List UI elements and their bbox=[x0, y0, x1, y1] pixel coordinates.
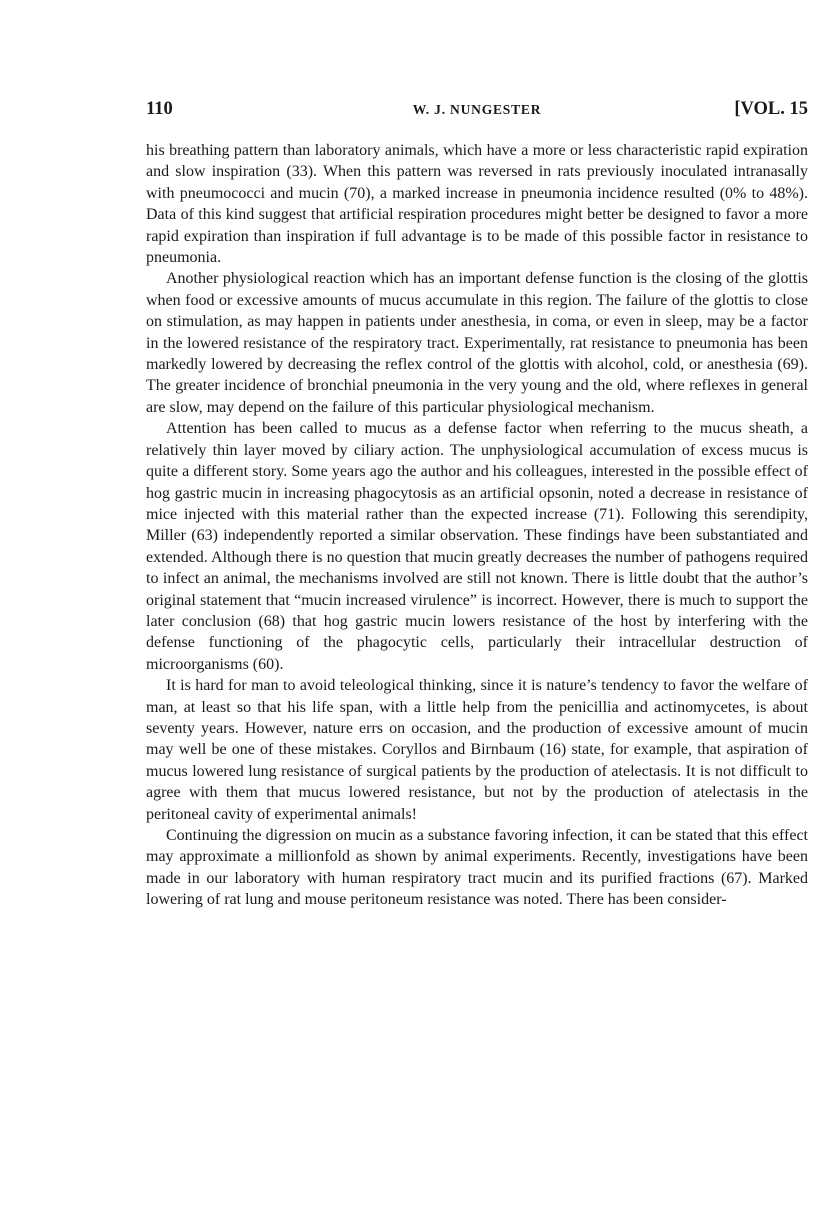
paragraph-glottis-reflex: Another physiological reaction which has an important defense function is the closing of the glottis when food or excessive amounts of mucus accumulate in this region. The failure of the glottis to close on stimulation, as may happen in patients under anesthesia, in coma, or even in sleep, may be a factor in the lowered resistance of the respiratory tract. Experimentally, rat resistance to pneumonia has been markedly lowered by decreasing the reflex control of the glottis with alcohol, cold, or anesthesia (69). The greater incidence of bronchial pneumonia in the very young and the old, where reflexes in general are slow, may depend on the failure of this particular physiological mechanism. bbox=[146, 270, 808, 416]
running-head-volume: [VOL. 15 bbox=[734, 99, 808, 119]
body-text bbox=[146, 140, 808, 911]
running-head-author: W. J. NUNGESTER bbox=[412, 102, 542, 117]
page-number: 110 bbox=[146, 99, 173, 119]
paragraph-breathing-pattern: his breathing pattern than laboratory animals, which have a more or less characteristic rapid expiration and slow inspiration (33). When this pattern was reversed in rats previously inoculated intranasally with pneumococci and mucin (70), a marked increase in pneumonia incidence resulted (0% to 48%). Data of this kind suggest that artificial respiration procedures might better be designed to favor a more rapid expiration than inspiration if full advantage is to be made of this possible factor in resistance to pneumonia. bbox=[146, 142, 808, 267]
paragraph-mucus-defense: Attention has been called to mucus as a defense factor when referring to the mucus sheath, a relatively thin layer moved by ciliary action. The unphysiological accumulation of excess mucus is quite a different story. Some years ago the author and his colleagues, interested in the possible effect of hog gastric mucin in increasing phagocytosis as an artificial opsonin, noted a decrease in resistance of mice injected with this material rather than the expected increase (71). Following this serendipity, Miller (63) independently reported a similar observation. These findings have been substantiated and extended. Although there is no question that mucin greatly decreases the number of pathogens required to infect an animal, the mechanisms involved are still not known. There is little doubt that the author’s original statement that “mucin increased virulence” is incorrect. However, there is much to support the later conclusion (68) that hog gastric mucin lowers resistance of the host by interfering with the defense functioning of the phagocytic cells, particularly their intracellular destruction of microorganisms (60). bbox=[146, 420, 808, 673]
journal-page bbox=[146, 98, 808, 911]
paragraph-mucin-digression: Continuing the digression on mucin as a substance favoring infection, it can be stated that this effect may approximate a millionfold as shown by animal experiments. Recently, investigations have been made in our laboratory with human respiratory tract mucin and its purified fractions (67). Marked lowering of rat lung and mouse peritoneum resistance was noted. There has been consider- bbox=[146, 827, 808, 909]
paragraph-teleological-thinking: It is hard for man to avoid teleological thinking, since it is nature’s tendency to favor the welfare of man, at least so that his life span, with a little help from the penicillia and actinomycetes, is about seventy years. However, nature errs on occasion, and the production of excessive amount of mucin may well be one of these mistakes. Coryllos and Birnbaum (16) state, for example, that aspiration of mucus lowered lung resistance of surgical patients by the production of atelectasis. It is not difficult to agree with them that mucus lowered resistance, but not by the production of atelectasis in the peritoneal cavity of experimental animals! bbox=[146, 677, 808, 823]
running-head bbox=[146, 98, 808, 128]
